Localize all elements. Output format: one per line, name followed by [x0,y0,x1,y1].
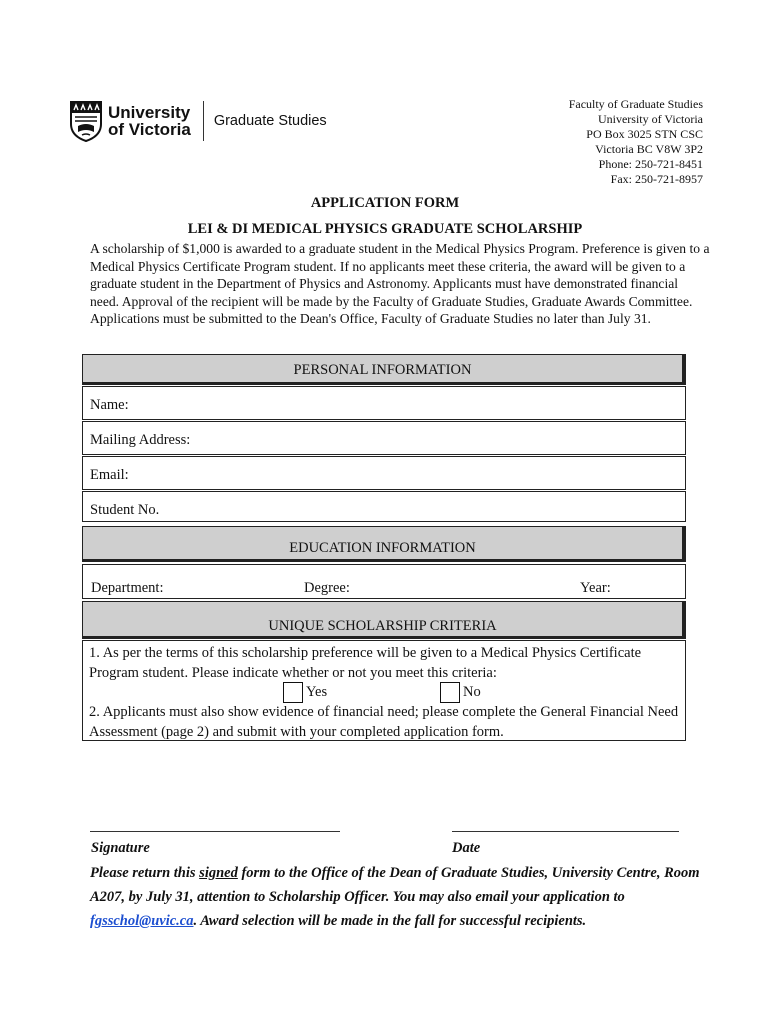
instructions-underlined: signed [199,865,238,881]
section-header-criteria: UNIQUE SCHOLARSHIP CRITERIA [82,601,686,639]
form-title: APPLICATION FORM [310,195,460,211]
student-number-field[interactable] [82,491,686,522]
date-label: Date [452,840,481,856]
instructions-text: form to the Office of the Dean of Graduate Studies, University Centre, Room A207, by July 31, attention to Scholarship Officer. You may also email your application to [90,865,700,905]
intro-paragraph: A scholarship of $1,000 is awarded to a graduate student in the Medical Physics Program. Preference is given to a Medical Physics Certificate Program student. If no applicants meet these criteria, the award will be given to a graduate student in the Department of Physics and Astronomy. Applicants must have demonstrated financial need. Approval of the recipient will be made by the Faculty of Graduate Studies, Graduate Awards Committee. Applications must be submitted to the Dean's Office, Faculty of Graduate Studies no later than July 31. [90,241,710,327]
email-label: Email: [90,467,129,483]
no-checkbox[interactable] [440,682,460,703]
uvic-logo [70,98,327,144]
address-fax: Fax: 250-721-8957 [610,171,703,186]
section-header-personal: PERSONAL INFORMATION [82,354,686,385]
name-field[interactable] [82,386,686,420]
scholarship-email-link[interactable]: fgsschol@uvic.ca [90,912,194,929]
no-label: No [463,684,481,700]
criteria-checkbox-row [89,683,679,703]
section-header-education: EDUCATION INFORMATION [82,526,686,562]
address-line: PO Box 3025 STN CSC [586,126,703,141]
university-name [108,104,191,138]
signature-line[interactable] [90,831,340,832]
mailing-address-label: Mailing Address: [90,432,191,448]
faculty-address [569,97,703,186]
email-field[interactable] [82,456,686,490]
uvic-crest-icon [70,100,102,142]
address-line: Victoria BC V8W 3P2 [595,141,703,156]
criteria-box [82,640,686,741]
university-name-line1: University [108,103,191,122]
graduate-studies-label: Graduate Studies [213,113,327,129]
education-row[interactable] [82,564,686,599]
return-instructions [90,862,700,933]
criteria-item-2: 2. Applicants must also show evidence of financial need; please complete the General Financial Need Assessment (page 2) and submit with your completed application form. [89,704,679,740]
criteria-item-1: 1. As per the terms of this scholarship preference will be given to a Medical Physics Certificate Program student. Please indicate whether or not you meet this criteria: [89,645,642,681]
student-number-label: Student No. [90,502,160,518]
university-name-line2: of Victoria [108,120,191,139]
instructions-text: . Award selection will be made in the fall for successful recipients. [193,912,587,929]
yes-checkbox[interactable] [283,682,303,703]
yes-label: Yes [306,684,328,700]
scholarship-title: LEI & DI MEDICAL PHYSICS GRADUATE SCHOLARSHIP [187,221,583,237]
date-line[interactable] [452,831,679,832]
address-line: University of Victoria [597,111,703,126]
year-label: Year: [580,580,611,596]
address-phone: Phone: 250-721-8451 [598,156,703,171]
logo-divider [203,101,204,141]
signature-label: Signature [91,840,150,856]
department-label: Department: [91,580,164,596]
mailing-address-field[interactable] [82,421,686,455]
address-line: Faculty of Graduate Studies [568,97,703,111]
name-label: Name: [90,397,129,413]
instructions-text: Please return this [90,865,200,881]
degree-label: Degree: [304,580,350,596]
